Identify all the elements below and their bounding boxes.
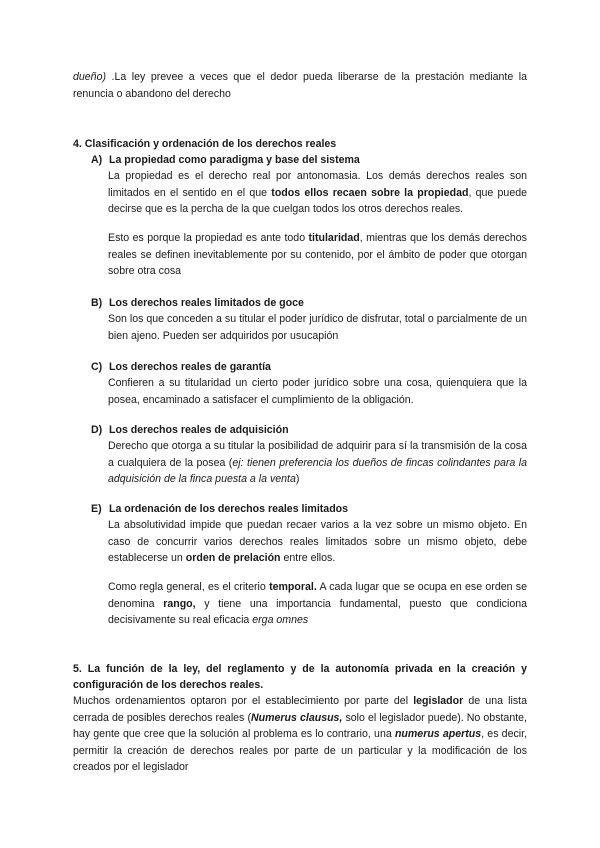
section4-heading: 4. Clasificación y ordenación de los derechos reales (73, 138, 337, 150)
subsection-a-paragraph-2 (108, 230, 527, 280)
subsection-d-heading (91, 422, 527, 438)
s5-text-2: de una lista cerrada de posibles derechos reales ( (73, 695, 527, 724)
s5-text-1: Muchos ordenamientos optaron por el establecimiento por parte del (73, 695, 414, 707)
subsection-c-paragraph: Confieren a su titularidad un cierto poder jurídico sobre una cosa, quienquiera que la posea, encaminado a satisfacer el cumplimiento de la obligación. (108, 377, 527, 406)
e-p2-bold-2: rango, (163, 597, 196, 610)
subsection-b-heading (91, 295, 527, 311)
subsection-d-paragraph (108, 438, 527, 488)
a-p1-text-2: , que puede decirse que es la percha de la que cuelgan todos los otros derechos reales. (108, 186, 527, 216)
d-text-1: Derecho que otorga a su titular la posibilidad de adquirir para sí la transmisión de la cosa a cualquiera de la posea ( (108, 440, 527, 469)
s5-bold-legislador: legislador (413, 695, 464, 707)
e-p1-bold: orden de prelación (185, 552, 281, 565)
subsection-e-label: E) (91, 503, 102, 515)
section5-paragraph (73, 693, 527, 776)
intro-paragraph (73, 69, 527, 102)
subsection-c-label: C) (91, 361, 103, 373)
subsection-a-title: La propiedad como paradigma y base del sistema (109, 154, 360, 166)
subsection-a-paragraph-1 (108, 168, 527, 218)
s5-text-4: , es decir, permitir la creación de derechos reales por parte de un particular y la modificación de los creados por el legislador (73, 728, 528, 774)
subsection-a-label: A) (91, 154, 103, 166)
e-p2-italic: erga omnes (252, 614, 309, 627)
subsection-e-title: La ordenación de los derechos reales limitados (109, 503, 349, 515)
e-p2-bold-1: temporal. (269, 581, 317, 593)
subsection-b-paragraph: Son los que conceden a su titular el poder jurídico de disfrutar, total o parcialmente de un bien ajeno. Pueden ser adquiridos por usucapión (108, 313, 527, 342)
subsection-e-heading (91, 501, 527, 517)
subsection-e-paragraph-1 (108, 517, 527, 567)
e-p2-text-2: A cada lugar que se ocupa en ese orden se denomina (108, 581, 527, 610)
intro-italic: dueño) (73, 71, 106, 83)
subsection-d-title: Los derechos reales de adquisición (109, 424, 289, 436)
a-p1-bold: todos ellos recaen sobre la propiedad (271, 186, 469, 199)
subsection-c-title: Los derechos reales de garantía (109, 361, 271, 373)
subsection-b-title: Los derechos reales limitados de goce (109, 297, 304, 309)
s5-text-3: solo el legislador puede). No obstante, hay gente que cree que la solución al problema es lo contrario, una (73, 711, 527, 741)
e-p2-text-1: Como regla general, es el criterio (108, 581, 270, 593)
s5-numerus-clausus: Numerus clausus, (250, 711, 343, 724)
a-p2-text-2: , mientras que los demás derechos reales se definen inevitablemente por su contenido, por el ámbito de poder que otorgan sobre otra cosa (108, 232, 527, 278)
subsection-c-heading (91, 359, 527, 375)
subsection-b-label: B) (91, 297, 103, 309)
e-p1-text-2: entre ellos. (280, 552, 336, 565)
subsection-a-heading (91, 152, 527, 168)
subsection-e-paragraph-2 (108, 579, 527, 629)
d-text-2: ) (295, 473, 300, 486)
d-italic: ej: tienen preferencia los dueños de fincas colindantes para la adquisición de la finca puesta a la venta (108, 456, 527, 486)
s5-numerus-apertus: numerus apertus (394, 728, 482, 741)
section5-heading: 5. La función de la ley, del reglamento y de la autonomía privada en la creación y configuración de los derechos reales. (73, 663, 527, 692)
a-p1-text-1: La propiedad es el derecho real por antonomasia. Los demás derechos reales son limitados en el sentido en el que (108, 170, 527, 199)
e-p2-text-3: y tiene una importancia fundamental, puesto que condiciona decisivamente su real eficacia (108, 597, 527, 627)
e-p1-text-1: La absolutividad impide que puedan recaer varios a la vez sobre un mismo objeto. En caso de concurrir varios derechos reales limitados sobre un mismo objeto, debe establecerse un (108, 519, 527, 565)
a-p2-bold: titularidad (308, 232, 360, 244)
a-p2-text-1: Esto es porque la propiedad es ante todo (108, 232, 309, 244)
subsection-d-label: D) (91, 424, 103, 436)
intro-text: .La ley prevee a veces que el dedor pueda liberarse de la prestación mediante la renuncia o abandono del derecho (73, 71, 527, 100)
